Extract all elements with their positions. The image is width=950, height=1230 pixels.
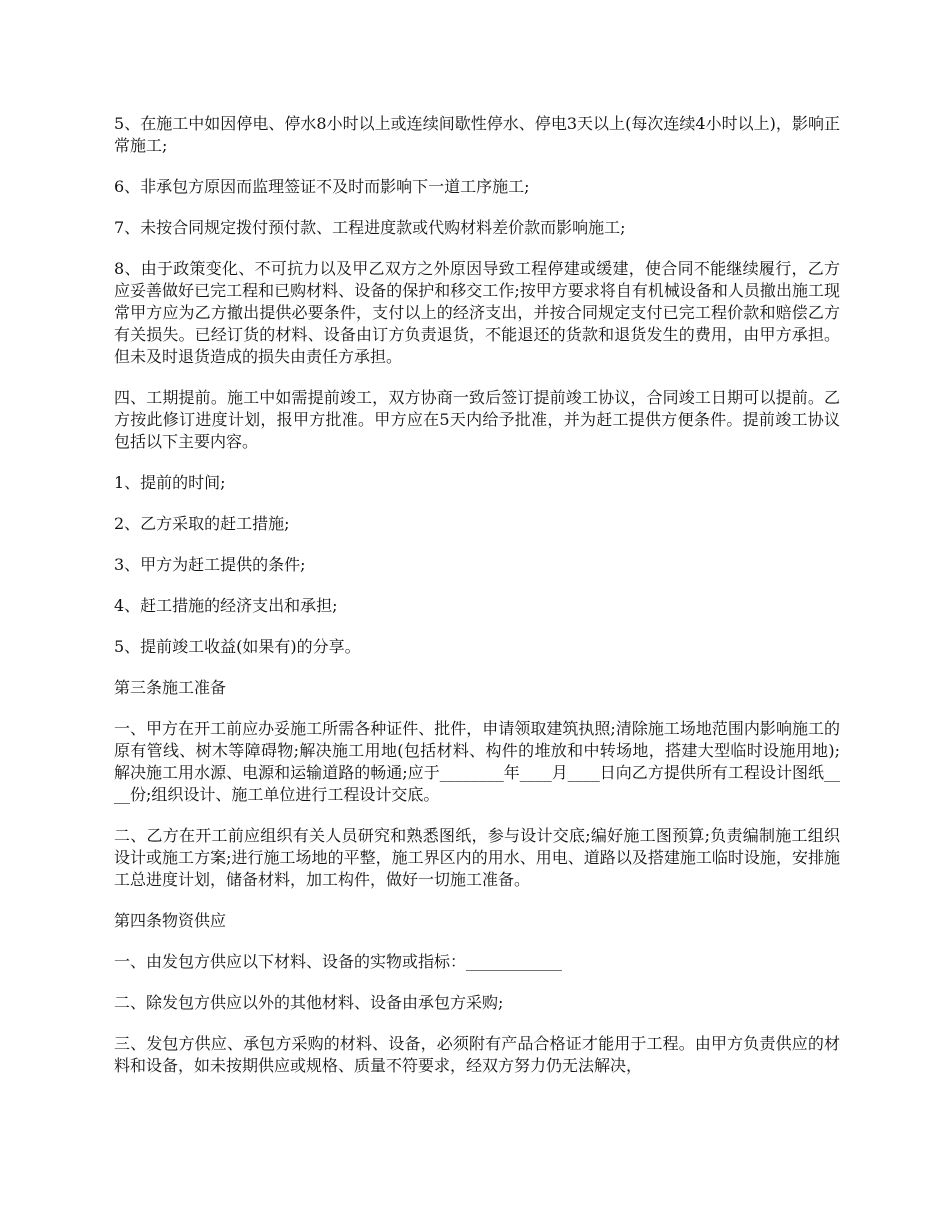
- paragraph-material-certificate: 三、发包方供应、承包方采购的材料、设备，必须附有产品合格证才能用于工程。由甲方负责供应的材料和设备，如未按期供应或规格、质量不符要求，经双方努力仍无法解决，: [114, 1034, 840, 1075]
- list-item-rush-measures: 2、乙方采取的赶工措施;: [114, 514, 290, 533]
- list-item-rush-conditions: 3、甲方为赶工提供的条件;: [114, 555, 306, 574]
- paragraph-party-a-preparation: 一、甲方在开工前应办妥施工所需各种证件、批件，申请领取建筑执照;清除施工场地范围内影响施工的原有管线、树木等障碍物;解决施工用地(包括材料、构件的堆放和中转场地，搭建大型临时设施用地);解决施工用水源、电源和运输道路的畅通;应于________年____月____日向乙方提供所有工程设计图纸____份;组织设计、施工单位进行工程设计交底。: [114, 719, 840, 804]
- article-3-heading: 第三条施工准备: [114, 678, 227, 697]
- paragraph-clause-6-supervision-visa: 6、非承包方原因而监理签证不及时而影响下一道工序施工;: [114, 177, 530, 196]
- paragraph-clause-7-payment-delay: 7、未按合同规定拨付预付款、工程进度款或代购材料差价款而影响施工;: [114, 218, 626, 237]
- paragraph-employer-supplied-materials: 一、由发包方供应以下材料、设备的实物或指标：____________: [114, 952, 563, 971]
- list-item-rush-costs: 4、赶工措施的经济支出和承担;: [114, 596, 338, 615]
- paragraph-clause-8-policy-change: 8、由于政策变化、不可抗力以及甲乙双方之外原因导致工程停建或缓建，使合同不能继续履行，乙方应妥善做好已完工程和已购材料、设备的保护和移交工作;按甲方要求将自有机械设备和人员撤出施工现常甲方应为乙方撤出提供必要条件，支付以上的经济支出，并按合同规定支付已完工程价款和赔偿乙方有关损失。已经订货的材料、设备由订方负责退货，不能退还的货款和退货发生的费用，由甲方承担。但未及时退货造成的损失由责任方承担。: [114, 259, 840, 366]
- document-body: [114, 113, 840, 1077]
- paragraph-contractor-procured-materials: 二、除发包方供应以外的其他材料、设备由承包方采购;: [114, 993, 504, 1012]
- paragraph-party-b-preparation: 二、乙方在开工前应组织有关人员研究和熟悉图纸，参与设计交底;编好施工图预算;负责编制施工组织设计或施工方案;进行施工场地的平整，施工界区内的用水、用电、道路以及搭建施工临时设施，安排施工总进度计划，储备材料，加工构件，做好一切施工准备。: [114, 826, 840, 889]
- paragraph-section-4-early-completion: 四、工期提前。施工中如需提前竣工，双方协商一致后签订提前竣工协议，合同竣工日期可以提前。乙方按此修订进度计划，报甲方批准。甲方应在5天内给予批准，并为赶工提供方便条件。提前竣工协议包括以下主要内容。: [114, 388, 840, 451]
- article-4-heading: 第四条物资供应: [114, 911, 227, 930]
- paragraph-clause-5-power-water-outage: 5、在施工中如因停电、停水8小时以上或连续间歇性停水、停电3天以上(每次连续4小时以上)，影响正常施工;: [114, 114, 840, 155]
- list-item-advance-time: 1、提前的时间;: [114, 473, 226, 492]
- list-item-early-completion-benefit: 5、提前竣工收益(如果有)的分享。: [114, 637, 361, 656]
